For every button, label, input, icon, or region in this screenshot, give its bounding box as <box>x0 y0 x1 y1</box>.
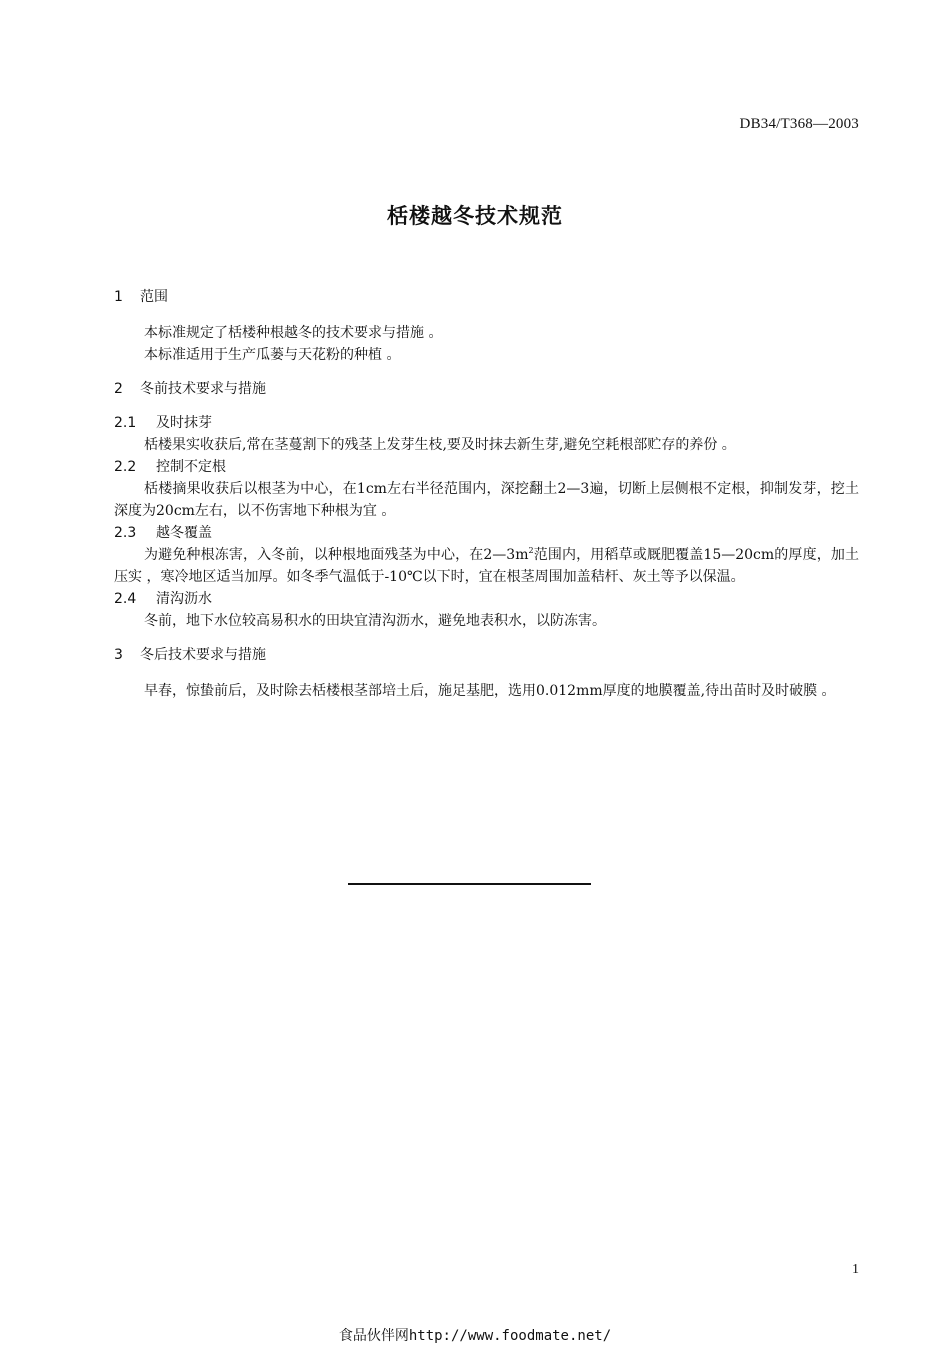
subsection-number: 2.1 <box>114 415 137 431</box>
paragraph-text: 为避免种根冻害，入冬前，以种根地面残茎为中心，在2—3m <box>144 547 529 563</box>
section-heading-2 <box>114 378 859 400</box>
end-rule-divider <box>348 883 591 885</box>
subsection-heading-2-1 <box>114 412 859 434</box>
subsection-title: 及时抹芽 <box>156 415 212 431</box>
paragraph: 本标准规定了栝楼种根越冬的技术要求与措施 。 <box>144 325 443 341</box>
subsection-number: 2.2 <box>114 459 137 475</box>
subsection-heading-2-3 <box>114 522 859 544</box>
subsection-title: 越冬覆盖 <box>156 525 212 541</box>
section-number: 1 <box>114 289 123 305</box>
paragraph: 栝楼摘果收获后以根茎为中心，在1cm左右半径范围内，深挖翻土2—3遍，切断上层侧根不定根，抑制发芽，挖土深度为20cm左右，以不伤害地下种根为宜 。 <box>114 481 859 519</box>
page-title: 栝楼越冬技术规范 <box>387 204 563 228</box>
subsection-heading-2-4 <box>114 588 859 610</box>
paragraph: 栝楼果实收获后,常在茎蔓割下的残茎上发芽生枝,要及时抹去新生芽,避免空耗根部贮存的养份 。 <box>144 437 736 453</box>
paragraph: 早春，惊蛰前后，及时除去栝楼根茎部培土后，施足基肥，选用0.012mm厚度的地膜覆盖,待出苗时及时破膜 。 <box>144 683 836 699</box>
section-number: 3 <box>114 647 123 663</box>
subsection-number: 2.4 <box>114 591 137 607</box>
section-number: 2 <box>114 381 123 397</box>
section-title: 范围 <box>140 289 168 305</box>
section-heading-3 <box>114 644 859 666</box>
subsection-heading-2-2 <box>114 456 859 478</box>
subsection-title: 清沟沥水 <box>156 591 212 607</box>
paragraph-text: 范围内，用稻草或厩肥覆盖15—20cm的厚度，加土压实 ，寒冷地区适当加厚。如冬季气温低于-10℃以下时，宜在根茎周围加盖秸杆、灰土等予以保温。 <box>114 547 860 585</box>
section-heading-1 <box>114 286 859 308</box>
document-body <box>114 286 859 702</box>
footer-watermark: 食品伙伴网http://www.foodmate.net/ <box>338 1328 612 1344</box>
paragraph: 本标准适用于生产瓜蒌与天花粉的种植 。 <box>144 347 401 363</box>
subsection-number: 2.3 <box>114 525 137 541</box>
paragraph <box>114 544 859 588</box>
subsection-title: 控制不定根 <box>156 459 226 475</box>
paragraph: 冬前，地下水位较高易积水的田块宜清沟沥水，避免地表积水，以防冻害。 <box>144 613 606 629</box>
section-title: 冬后技术要求与措施 <box>140 647 266 663</box>
section-title: 冬前技术要求与措施 <box>140 381 266 397</box>
page-number: 1 <box>852 1262 859 1277</box>
superscript: 2 <box>528 546 534 555</box>
document-code: DB34/T368—2003 <box>739 116 859 132</box>
